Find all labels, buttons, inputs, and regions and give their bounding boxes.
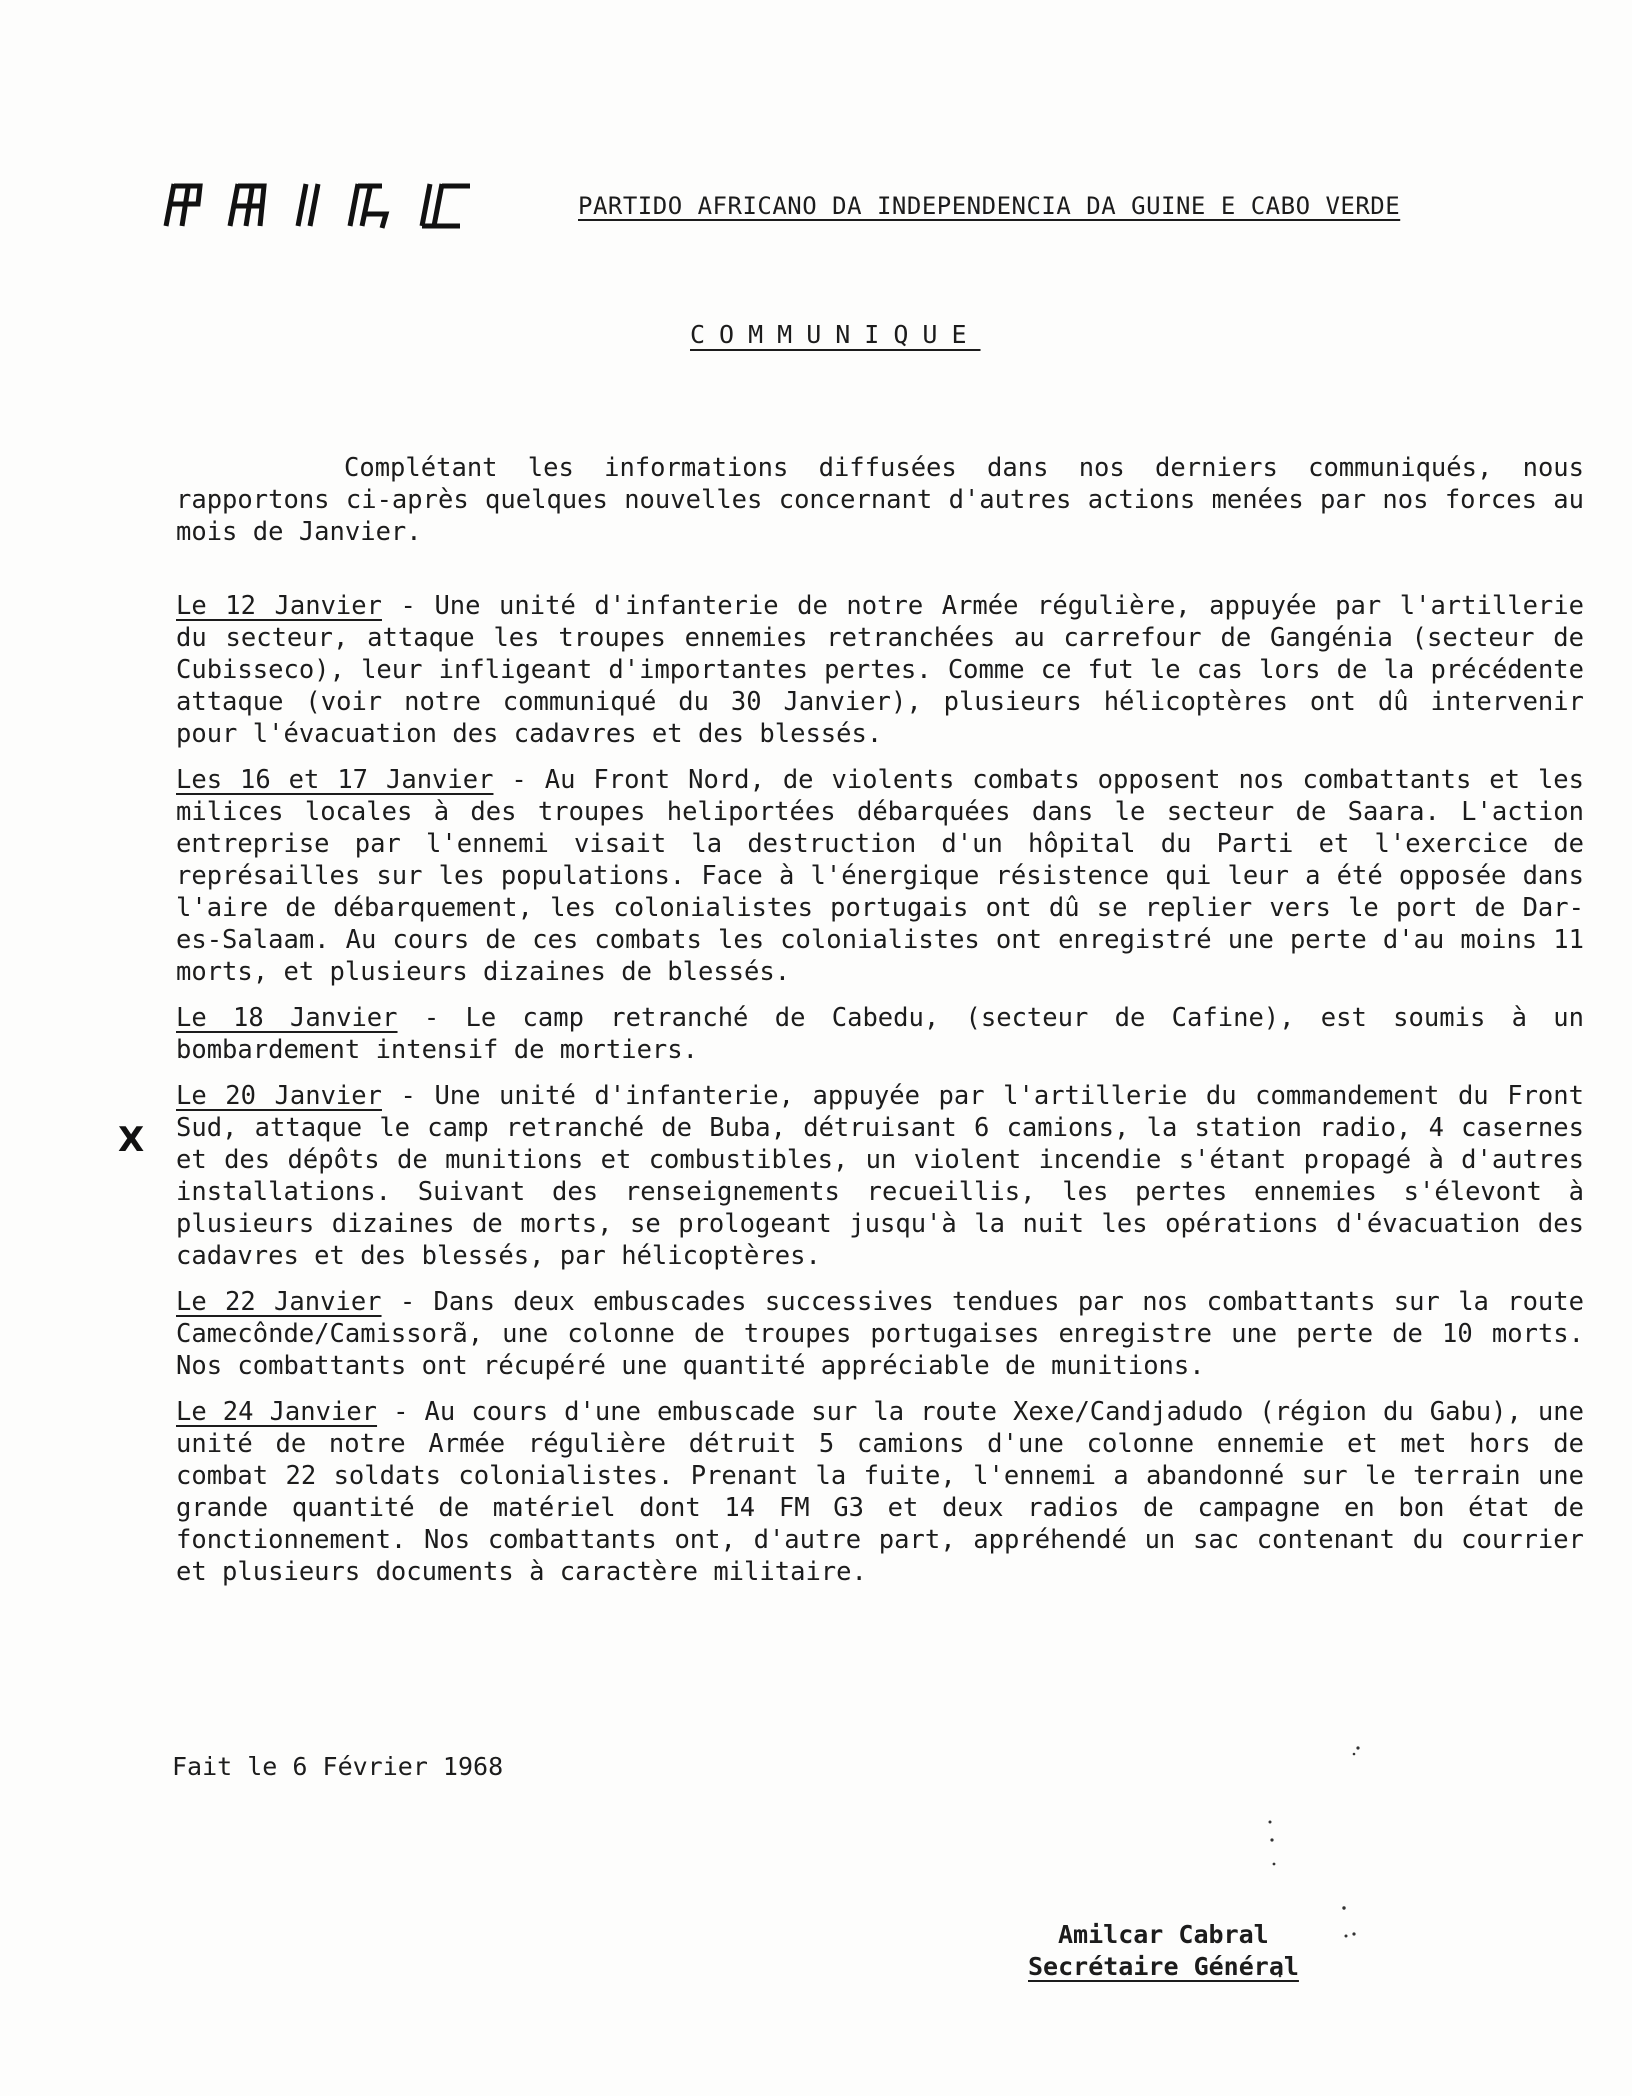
signatory-title: Secrétaire Général bbox=[1028, 1952, 1299, 1981]
entry-text: - Au cours d'une embuscade sur la route Xexe/Candjadudo (région du Gabu), une unité de notre Armée régulière détruit 5 camions d'une colonne ennemie et met hors de combat 22 soldats colonialistes. Prenant la fuite, l'ennemi a abandonné sur le terrain une grande quantité de matériel dont 14 FM G3 et deux radios de campagne en bon état de fonctionnement. Nos combattants ont, d'autre part, appréhendé un sac contenant du courrier et plusieurs documents à caractère militaire. bbox=[176, 1397, 1584, 1587]
entry-text: - Une unité d'infanterie, appuyée par l'artillerie du commandement du Front Sud, attaque le camp retranché de Buba, détruisant 6 camions, la station radio, 4 casernes et des dépôts de munitions et combustibles, un violent incendie s'étant propagé à d'autres installations. Suivant des renseignements recueillis, les pertes ennemies s'élevont à plusieurs dizaines de morts, se prologeant jusqu'à la nuit les opérations d'évacuation des cadavres et des blessés, par hélicoptères. bbox=[176, 1081, 1584, 1271]
entry-18-janvier bbox=[176, 1002, 1584, 1066]
entry-text: - Dans deux embuscades successives tendues par nos combattants sur la route Camecônde/Camissorã, une colonne de troupes portugaises enregistre une perte de 10 morts. Nos combattants ont récupéré une quantité appréciable de munitions. bbox=[176, 1287, 1584, 1381]
document-date: Fait le 6 Février 1968 bbox=[172, 1752, 504, 1781]
entry-16-17-janvier bbox=[176, 764, 1584, 988]
entry-text: - Une unité d'infanterie de notre Armée régulière, appuyée par l'artillerie du secteur, attaque les troupes ennemies retranchées au carrefour de Gangénia (secteur de Cubisseco), leur infligeant d'importantes pertes. Comme ce fut le cas lors de la précédente attaque (voir notre communiqué du 30 Janvier), plusieurs hélicoptères ont dû intervenir pour l'évacuation des cadavres et des blessés. bbox=[176, 591, 1584, 749]
entry-date: Le 22 Janvier bbox=[176, 1287, 382, 1317]
entry-text: - Au Front Nord, de violents combats opposent nos combattants et les milices locales à des troupes heliportées débarquées dans le secteur de Saara. L'action entreprise par l'ennemi visait la destruction d'un hôpital du Parti et l'exercice de représailles sur les populations. Face à l'énergique résistence qui leur a été opposée dans l'aire de débarquement, les colonialistes portugais ont dû se replier vers le port de Dar-es-Salaam. Au cours de ces combats les colonialistes ont enregistré une perte d'au moins 11 morts, et plusieurs dizaines de blessés. bbox=[176, 765, 1585, 987]
entry-22-janvier bbox=[176, 1286, 1584, 1382]
signatory-name: Amilcar Cabral bbox=[1058, 1920, 1269, 1949]
entry-date: Le 18 Janvier bbox=[176, 1003, 398, 1033]
entry-date: Le 24 Janvier bbox=[176, 1397, 378, 1427]
paigc-logo bbox=[160, 178, 500, 230]
entry-24-janvier bbox=[176, 1396, 1584, 1588]
handwritten-margin-mark: X bbox=[118, 1120, 145, 1160]
entry-text: - Le camp retranché de Cabedu, (secteur de Cafine), est soumis à un bombardement intensif de mortiers. bbox=[176, 1003, 1584, 1065]
communique-body bbox=[176, 452, 1584, 1602]
page-title: COMMUNIQUE bbox=[690, 320, 981, 349]
intro-paragraph: Complétant les informations diffusées dans nos derniers communiqués, nous rapportons ci-après quelques nouvelles concernant d'autres actions menées par nos forces au mois de Janvier. bbox=[176, 453, 1584, 547]
party-name: PARTIDO AFRICANO DA INDEPENDENCIA DA GUINE E CABO VERDE bbox=[578, 192, 1401, 220]
entry-date: Le 20 Janvier bbox=[176, 1081, 382, 1111]
entry-12-janvier bbox=[176, 590, 1584, 750]
entry-20-janvier bbox=[176, 1080, 1584, 1272]
entry-date: Le 12 Janvier bbox=[176, 591, 382, 621]
entry-date: Les 16 et 17 Janvier bbox=[176, 765, 494, 795]
